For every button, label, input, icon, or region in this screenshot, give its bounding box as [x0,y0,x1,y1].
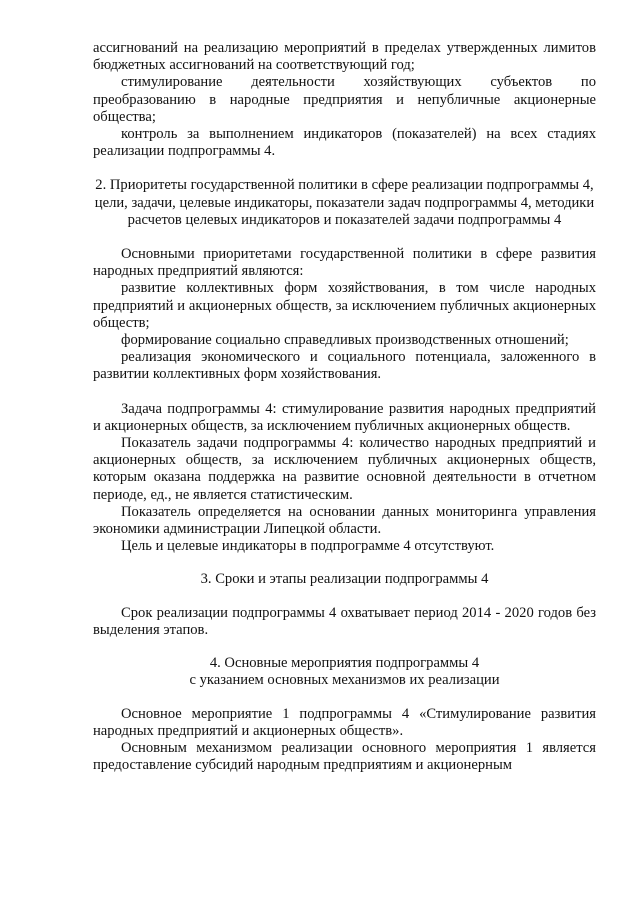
spacer [93,384,596,401]
paragraph-control: контроль за выполнением индикаторов (показателей) на всех стадиях реализации подпрограммы 4. [93,126,596,160]
paragraph-priority-1: развитие коллективных форм хозяйствования, в том числе народных предприятий и акционерных обществ, за исключением публичных акционерных обществ; [93,280,596,331]
spacer [93,589,596,605]
paragraph-priorities-intro: Основными приоритетами государственной политики в сфере развития народных предприятий являются: [93,246,596,280]
paragraph-task: Задача подпрограммы 4: стимулирование развития народных предприятий и акционерных обществ, за исключением публичных акционерных обществ. [93,400,596,434]
paragraph-priority-3: реализация экономического и социального потенциала, заложенного в развитии коллективных форм хозяйствования. [93,349,596,383]
section-4-heading-line-2: с указанием основных механизмов их реализации [189,672,500,689]
spacer [93,639,596,655]
paragraph-goal-note: Цель и целевые индикаторы в подпрограмме 4 отсутствуют. [121,538,495,555]
paragraph-indicator: Показатель задачи подпрограммы 4: количество народных предприятий и акционерных обществ, за исключением публичных акционерных обществ, которым оказана поддержка на развитие основной деятельности в отчетном периоде, ед., не является статистическим. [93,435,596,503]
paragraph-indicator-source: Показатель определяется на основании данных мониторинга управления экономики администрации Липецкой области. [93,503,596,538]
section-2-heading: 2. Приоритеты государственной политики в сфере реализации подпрограммы 4, цели, задачи, целевые индикаторы, показатели задач подпрограммы 4, методики расчетов целевых индикаторов и показателей задачи подпрограммы 4 [94,177,595,228]
spacer [93,160,596,177]
paragraph-priority-2: формирование социально справедливых производственных отношений; [121,332,569,349]
document-page [93,40,596,774]
section-3-heading: 3. Сроки и этапы реализации подпрограммы 4 [200,571,489,588]
spacer [93,229,596,246]
spacer [93,555,596,571]
paragraph-main-activity: Основное мероприятие 1 подпрограммы 4 «Стимулирование развития народных предприятий и акционерных обществ». [93,705,596,739]
paragraph-period: Срок реализации подпрограммы 4 охватывает период 2014 - 2020 годов без выделения этапов. [93,604,596,638]
section-4-heading-line-1: 4. Основные мероприятия подпрограммы 4 [209,655,480,672]
paragraph-appropriations: ассигнований на реализацию мероприятий в пределах утвержденных лимитов бюджетных ассигнований на соответствующий год; [93,40,596,74]
paragraph-stimulation: стимулирование деятельности хозяйствующих субъектов по преобразованию в народные предприятия и непубличные акционерные общества; [93,74,596,125]
paragraph-mechanism: Основным механизмом реализации основного мероприятия 1 является предоставление субсидий народным предприятиям и акционерным [93,739,596,774]
spacer [93,690,596,706]
